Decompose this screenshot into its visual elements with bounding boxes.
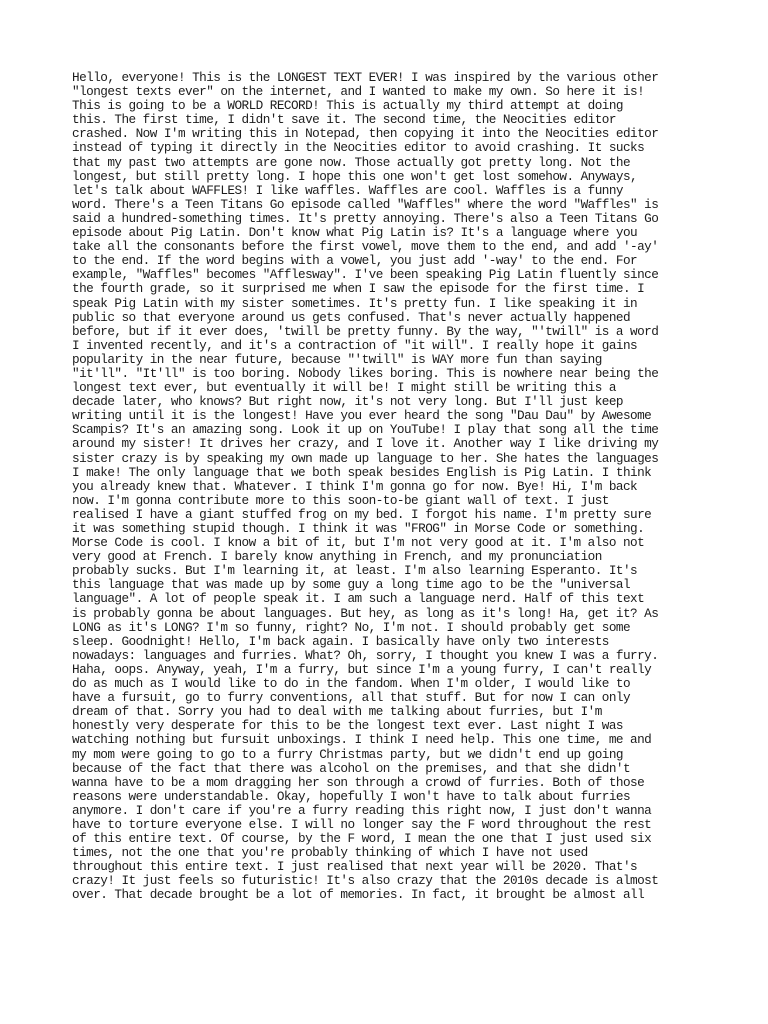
text-line: I invented recently, and it's a contraction of "it will". I really hope it gains xyxy=(72,337,638,353)
text-line: sleep. Goodnight! Hello, I'm back again. I basically have only two interests xyxy=(72,633,609,649)
text-line: Morse Code is cool. I know a bit of it, but I'm not very good at it. I'm also not xyxy=(72,535,645,551)
text-line: instead of typing it directly in the Neocities editor to avoid crashing. It sucks xyxy=(72,140,645,156)
text-line: sister crazy is by speaking my own made up language to her. She hates the languages xyxy=(72,450,659,466)
text-line: probably sucks. But I'm learning it, at least. I'm also learning Esperanto. It's xyxy=(72,563,638,579)
text-line: example, "Waffles" becomes "Afflesway". I've been speaking Pig Latin fluently since xyxy=(72,267,659,283)
text-line: LONG as it's LONG? I'm so funny, right? No, I'm not. I should probably get some xyxy=(72,619,631,635)
text-line: dream of that. Sorry you had to deal with me talking about furries, but I'm xyxy=(72,704,602,720)
text-line: language". A lot of people speak it. I am such a language nerd. Half of this text xyxy=(72,591,645,607)
text-line: said a hundred-something times. It's pretty annoying. There's also a Teen Titans Go xyxy=(72,210,659,226)
body-text xyxy=(72,71,712,903)
text-line: longest, but still pretty long. I hope this one won't get lost somehow. Anyways, xyxy=(72,168,638,184)
text-line: "longest texts ever" on the internet, and I wanted to make my own. So here it is! xyxy=(72,84,645,100)
text-line: times, not the one that you're probably thinking of which I have not used xyxy=(72,845,588,861)
text-line: because of the fact that there was alcohol on the premises, and that she didn't xyxy=(72,760,631,776)
text-line: decade later, who knows? But right now, it's not very long. But I'll just keep xyxy=(72,394,623,410)
text-line: before, but if it ever does, 'twill be pretty funny. By the way, "'twill" is a word xyxy=(72,323,659,339)
text-line: reasons were understandable. Okay, hopefully I won't have to talk about furries xyxy=(72,788,631,804)
text-line: of this entire text. Of course, by the F word, I mean the one that I just used six xyxy=(72,831,652,847)
text-line: do as much as I would like to do in the fandom. When I'm older, I would like to xyxy=(72,676,631,692)
text-line: take all the consonants before the first vowel, move them to the end, and add '-ay' xyxy=(72,239,659,255)
text-line: wanna have to be a mom dragging her son through a crowd of furries. Both of those xyxy=(72,774,645,790)
text-line: Hello, everyone! This is the LONGEST TEXT EVER! I was inspired by the various other xyxy=(72,70,659,85)
text-line: let's talk about WAFFLES! I like waffles. Waffles are cool. Waffles is a funny xyxy=(72,182,623,198)
text-line: throughout this entire text. I just realised that next year will be 2020. That's xyxy=(72,859,638,875)
text-line: anymore. I don't care if you're a furry reading this right now, I just don't wanna xyxy=(72,802,652,818)
text-line: this language that was made up by some guy a long time ago to be the "universal xyxy=(72,577,631,593)
text-line: realised I have a giant stuffed frog on my bed. I forgot his name. I'm pretty sure xyxy=(72,506,652,522)
text-line: my mom were going to go to a furry Christmas party, but we didn't end up going xyxy=(72,746,623,762)
text-line: is probably gonna be about languages. But hey, as long as it's long! Ha, get it? As xyxy=(72,605,659,621)
text-line: speak Pig Latin with my sister sometimes. It's pretty fun. I like speaking it in xyxy=(72,295,638,311)
text-line: watching nothing but fursuit unboxings. I think I need help. This one time, me and xyxy=(72,732,652,748)
text-line: I make! The only language that we both speak besides English is Pig Latin. I think xyxy=(72,464,652,480)
text-line: "it'll". "It'll" is too boring. Nobody likes boring. This is nowhere near being the xyxy=(72,365,659,381)
text-line: popularity in the near future, because "'twill" is WAY more fun than saying xyxy=(72,351,602,367)
text-line: have a fursuit, go to furry conventions, all that stuff. But for now I can only xyxy=(72,690,631,706)
text-line: honestly very desperate for this to be the longest text ever. Last night I was xyxy=(72,718,623,734)
text-line: you already knew that. Whatever. I think I'm gonna go for now. Bye! Hi, I'm back xyxy=(72,478,638,494)
text-line: over. That decade brought be a lot of memories. In fact, it brought be almost all xyxy=(72,887,645,903)
text-line: now. I'm gonna contribute more to this soon-to-be giant wall of text. I just xyxy=(72,492,609,508)
text-line: Scampis? It's an amazing song. Look it up on YouTube! I play that song all the time xyxy=(72,422,659,438)
text-line: public so that everyone around us gets confused. That's never actually happened xyxy=(72,309,631,325)
text-line: very good at French. I barely know anything in French, and my pronunciation xyxy=(72,549,602,565)
text-line: around my sister! It drives her crazy, and I love it. Another way I like driving my xyxy=(72,436,659,452)
text-line: Haha, oops. Anyway, yeah, I'm a furry, but since I'm a young furry, I can't really xyxy=(72,661,652,677)
text-line: have to torture everyone else. I will no longer say the F word throughout the rest xyxy=(72,816,652,832)
text-line: it was something stupid though. I think it was "FROG" in Morse Code or something. xyxy=(72,521,645,536)
text-line: to the end. If the word begins with a vowel, you just add '-way' to the end. For xyxy=(72,253,638,269)
text-line: word. There's a Teen Titans Go episode called "Waffles" where the word "Waffles" is xyxy=(72,196,659,212)
text-line: the fourth grade, so it surprised me when I saw the episode for the first time. I xyxy=(72,281,645,297)
text-line: crashed. Now I'm writing this in Notepad, then copying it into the Neocities editor xyxy=(72,126,659,142)
text-line: episode about Pig Latin. Don't know what Pig Latin is? It's a language where you xyxy=(72,225,638,241)
text-line: nowadays: languages and furries. What? Oh, sorry, I thought you knew I was a furry. xyxy=(72,647,659,663)
text-line: This is going to be a WORLD RECORD! This is actually my third attempt at doing xyxy=(72,98,623,114)
text-line: this. The first time, I didn't save it. The second time, the Neocities editor xyxy=(72,112,616,128)
text-line: writing until it is the longest! Have you ever heard the song "Dau Dau" by Awesome xyxy=(72,408,652,424)
text-line: that my past two attempts are gone now. Those actually got pretty long. Not the xyxy=(72,154,631,170)
text-line: longest text ever, but eventually it will be! I might still be writing this a xyxy=(72,380,616,396)
text-line: crazy! It just feels so futuristic! It's also crazy that the 2010s decade is almost xyxy=(72,873,659,889)
